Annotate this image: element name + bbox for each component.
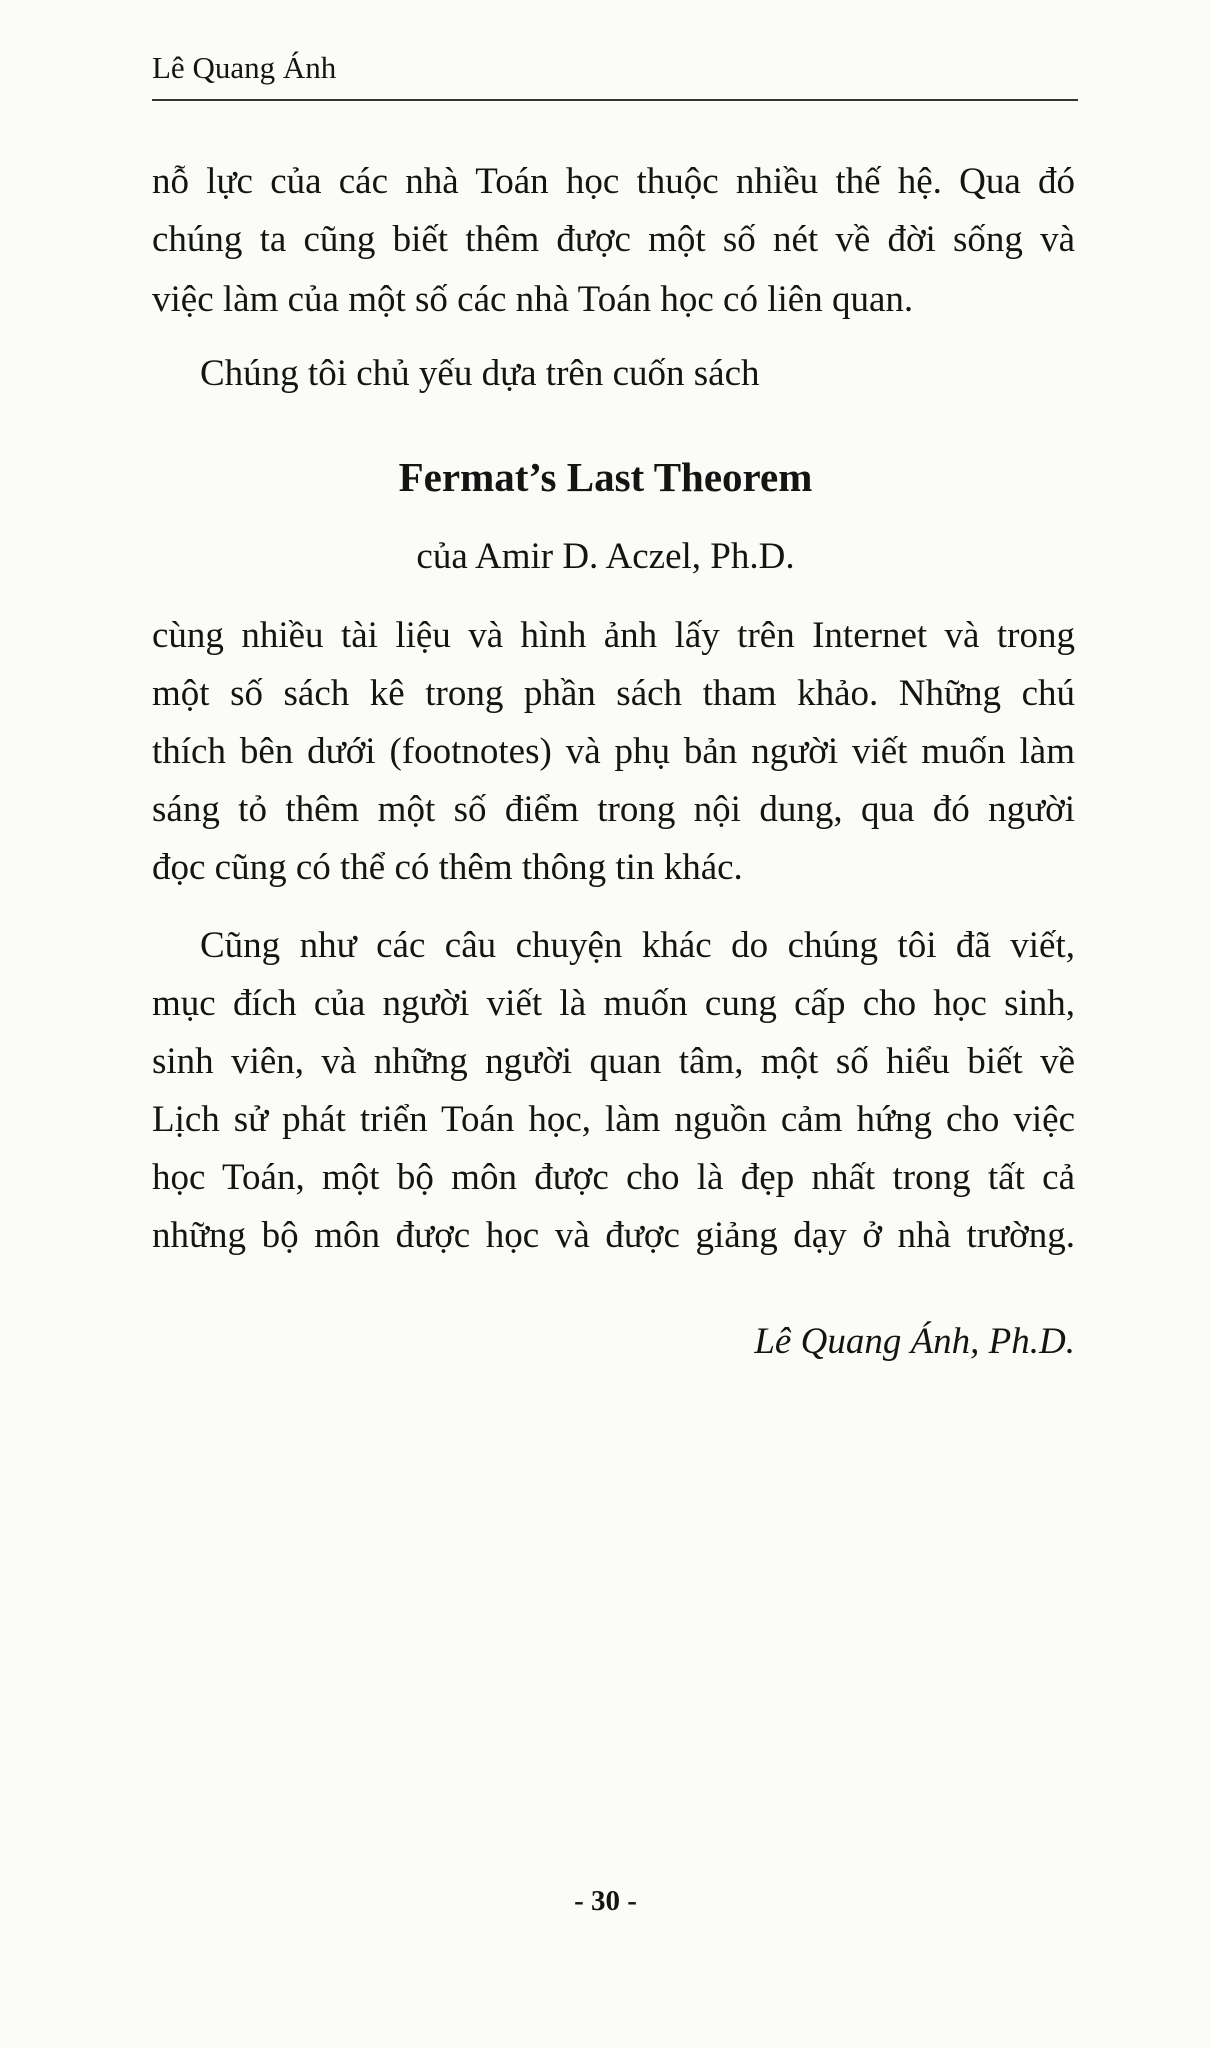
book-title: Fermat’s Last Theorem: [398, 454, 813, 500]
signature: Lê Quang Ánh, Ph.D.: [754, 1321, 1075, 1362]
book-author: của Amir D. Aczel, Ph.D.: [416, 536, 795, 577]
text-line: nỗ lực của các nhà Toán học thuộc nhiều thế hệ. Qua đó: [152, 161, 1075, 202]
text-line: thích bên dưới (footnotes) và phụ bản người viết muốn làm: [152, 731, 1075, 772]
text-line: những bộ môn được học và được giảng dạy ở nhà trường.: [152, 1215, 1075, 1256]
text-line: Cũng như các câu chuyện khác do chúng tôi đã viết,: [200, 925, 1075, 966]
text-line: một số sách kê trong phần sách tham khảo. Những chú: [152, 673, 1075, 714]
text-line: sáng tỏ thêm một số điểm trong nội dung, qua đó người: [152, 789, 1075, 830]
text-line: mục đích của người viết là muốn cung cấp cho học sinh,: [152, 983, 1075, 1024]
text-line: đọc cũng có thể có thêm thông tin khác.: [152, 847, 743, 888]
header-rule: [152, 99, 1078, 101]
text-line: cùng nhiều tài liệu và hình ảnh lấy trên Internet và trong: [152, 615, 1075, 656]
text-line: việc làm của một số các nhà Toán học có liên quan.: [152, 279, 914, 320]
text-line: chúng ta cũng biết thêm được một số nét về đời sống và: [152, 219, 1075, 260]
text-line: Lịch sử phát triển Toán học, làm nguồn cảm hứng cho việc: [152, 1099, 1075, 1140]
text-line: sinh viên, và những người quan tâm, một số hiểu biết về: [152, 1041, 1075, 1082]
text-line: học Toán, một bộ môn được cho là đẹp nhất trong tất cả: [152, 1157, 1075, 1198]
text-line: Chúng tôi chủ yếu dựa trên cuốn sách: [200, 353, 760, 394]
running-header-author: Lê Quang Ánh: [152, 50, 337, 85]
page-number: - 30 -: [574, 1885, 637, 1917]
